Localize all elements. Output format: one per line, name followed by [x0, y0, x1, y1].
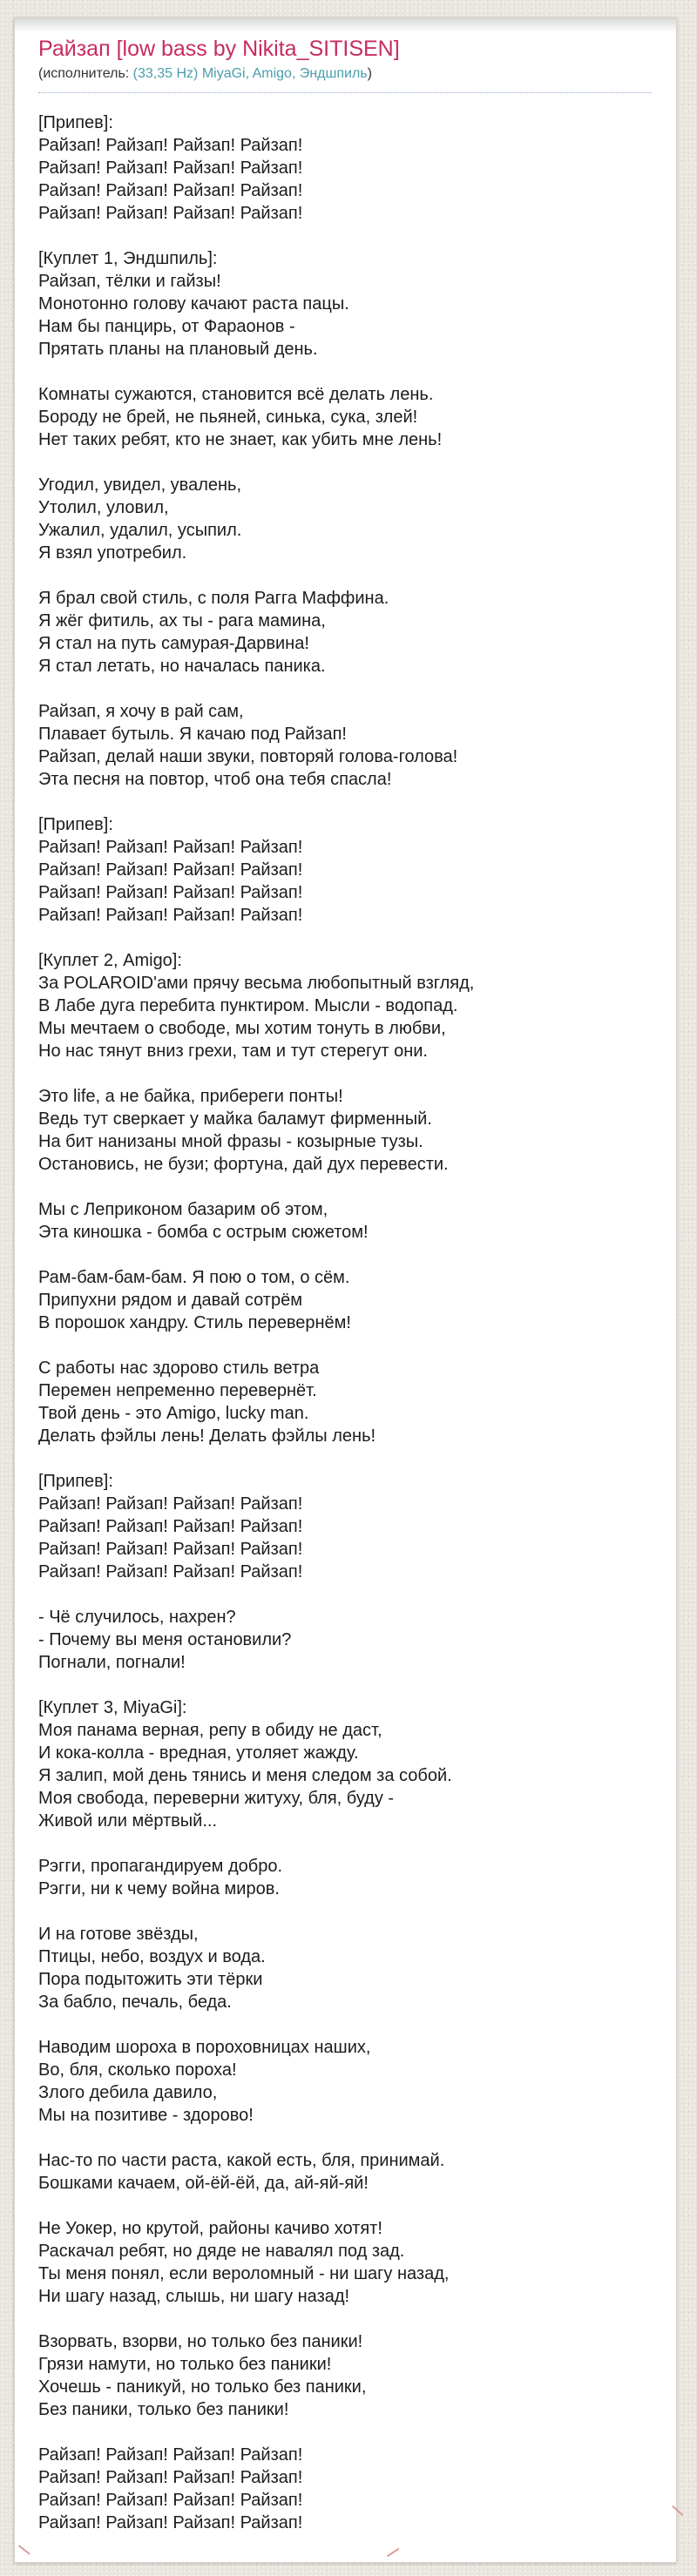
- lyrics-line: Я жёг фитиль, ах ты - рага мамина,: [38, 611, 326, 631]
- stanza: [38, 587, 652, 678]
- lyrics-line: Райзап, тёлки и гайзы!: [38, 272, 221, 291]
- lyrics-line: Перемен непременно перевернёт.: [38, 1381, 317, 1400]
- lyrics-line: Это life, а не байка, прибереги понты!: [38, 1087, 343, 1106]
- performer-suffix: ): [367, 66, 372, 81]
- lyrics-line: Райзап! Райзап! Райзап! Райзап!: [38, 181, 303, 200]
- lyrics-line: [Припев]:: [38, 1472, 113, 1491]
- lyrics-line: Райзап! Райзап! Райзап! Райзап!: [38, 204, 303, 223]
- lyrics-line: Райзап! Райзап! Райзап! Райзап!: [38, 2468, 303, 2487]
- lyrics-line: И на готове звёзды,: [38, 1925, 199, 1944]
- lyrics-line: Злого дебила давило,: [38, 2083, 218, 2102]
- lyrics-line: Райзап! Райзап! Райзап! Райзап!: [38, 1494, 303, 1514]
- lyrics-line: Но нас тянут вниз грехи, там и тут стерегут они.: [38, 1042, 428, 1061]
- lyrics-line: Без паники, только без паники!: [38, 2400, 289, 2419]
- lyrics-line: Райзап! Райзап! Райзап! Райзап!: [38, 2445, 303, 2465]
- lyrics-line: Я брал свой стиль, с поля Рагга Маффина.: [38, 589, 389, 608]
- lyrics-line: [Куплет 1, Эндшпиль]:: [38, 249, 218, 268]
- lyrics-line: Райзап! Райзап! Райзап! Райзап!: [38, 158, 303, 178]
- card-header: [15, 18, 676, 93]
- lyrics-line: Райзап! Райзап! Райзап! Райзап!: [38, 1540, 303, 1559]
- lyrics-line: Райзап, делай наши звуки, повторяй голова-голова!: [38, 747, 458, 766]
- lyrics-line: Прятать планы на плановый день.: [38, 340, 318, 359]
- lyrics-line: - Почему вы меня остановили?: [38, 1630, 292, 1649]
- stanza: [38, 2330, 652, 2421]
- lyrics-line: Рэгги, пропагандируем добро.: [38, 1857, 283, 1876]
- lyrics-line: Нет таких ребят, кто не знает, как убить мне лень!: [38, 430, 443, 449]
- lyrics: [15, 111, 676, 2534]
- stanza: [38, 2217, 652, 2308]
- lyrics-line: Рам-бам-бам-бам. Я пою о том, о сём.: [38, 1268, 350, 1287]
- lyrics-line: Райзап! Райзап! Райзап! Райзап!: [38, 860, 303, 880]
- lyrics-line: Мы мечтаем о свободе, мы хотим тонуть в любви,: [38, 1019, 446, 1038]
- lyrics-line: Я стал летать, но началась паника.: [38, 657, 326, 676]
- lyrics-line: Бошками качаем, ой-ёй-ёй, да, ай-яй-яй!: [38, 2174, 369, 2193]
- lyrics-line: Наводим шороха в пороховницах наших,: [38, 2038, 371, 2057]
- stanza: [38, 1470, 652, 1583]
- lyrics-line: Во, бля, сколько пороха!: [38, 2060, 237, 2080]
- lyrics-line: Рэгги, ни к чему война миров.: [38, 1879, 280, 1898]
- lyrics-line: Райзап! Райзап! Райзап! Райзап!: [38, 2513, 303, 2532]
- lyrics-line: Ведь тут сверкает у майка баламут фирменный.: [38, 1109, 432, 1129]
- lyrics-line: Утолил, уловил,: [38, 498, 169, 517]
- lyrics-line: [Куплет 3, MiyaGi]:: [38, 1698, 187, 1717]
- lyrics-line: Райзап! Райзап! Райзап! Райзап!: [38, 1517, 303, 1536]
- lyrics-line: Погнали, погнали!: [38, 1653, 186, 1672]
- lyrics-line: - Чё случилось, нахрен?: [38, 1608, 236, 1627]
- stanza: [38, 2149, 652, 2195]
- stanza: [38, 111, 652, 225]
- lyrics-line: Эта киношка - бомба с острым сюжетом!: [38, 1223, 369, 1242]
- stanza: [38, 247, 652, 361]
- lyrics-line: Комнаты сужаются, становится всё делать лень.: [38, 385, 434, 404]
- stanza: [38, 1923, 652, 2013]
- lyrics-line: Эта песня на повтор, чтоб она тебя спасла!: [38, 770, 392, 789]
- lyrics-line: Ни шагу назад, слышь, ни шагу назад!: [38, 2287, 350, 2306]
- lyrics-line: Ужалил, удалил, усыпил.: [38, 521, 242, 540]
- lyrics-line: Плавает бутыль. Я качаю под Райзап!: [38, 725, 347, 744]
- performer-label: (исполнитель:: [38, 66, 133, 81]
- lyrics-line: Монотонно голову качают раста пацы.: [38, 294, 349, 314]
- stanza: [38, 1357, 652, 1447]
- lyrics-line: Ты меня понял, если вероломный - ни шагу назад,: [38, 2264, 450, 2283]
- lyrics-line: Я залип, мой день тянись и меня следом за собой.: [38, 1766, 452, 1785]
- stanza: [38, 1085, 652, 1176]
- lyrics-line: Твой день - это Amigo, lucky man.: [38, 1404, 309, 1423]
- lyrics-line: На бит нанизаны мной фразы - козырные тузы.: [38, 1132, 423, 1151]
- lyrics-line: Райзап! Райзап! Райзап! Райзап!: [38, 906, 303, 925]
- stanza: [38, 474, 652, 564]
- lyrics-line: В порошок хандру. Стиль перевернём!: [38, 1313, 351, 1332]
- page-background: [0, 17, 697, 2576]
- stanza: [38, 813, 652, 927]
- performer-line: [38, 64, 652, 93]
- lyrics-line: Моя панама верная, репу в обиду не даст,: [38, 1721, 382, 1740]
- lyrics-line: И кока-колла - вредная, утоляет жажду.: [38, 1743, 359, 1763]
- lyrics-line: За бабло, печаль, беда.: [38, 1993, 232, 2012]
- stanza: [38, 1266, 652, 1334]
- lyrics-line: За POLAROID'ами прячу весьма любопытный взгляд,: [38, 974, 475, 993]
- lyrics-line: Остановись, не бузи; фортуна, дай дух перевести.: [38, 1155, 449, 1174]
- stanza: [38, 1606, 652, 1674]
- lyrics-line: Нас-то по части раста, какой есть, бля, принимай.: [38, 2151, 445, 2170]
- performers-link[interactable]: (33,35 Hz) MiyaGi, Amigo, Эндшпиль: [132, 66, 368, 81]
- stanza: [38, 383, 652, 451]
- lyrics-line: Угодил, увидел, увалень,: [38, 475, 242, 495]
- lyrics-line: Птицы, небо, воздух и вода.: [38, 1947, 266, 1966]
- lyrics-line: Хочешь - паникуй, но только без паники,: [38, 2377, 367, 2397]
- lyrics-line: Живой или мёртвый...: [38, 1811, 218, 1831]
- lyrics-line: Райзап! Райзап! Райзап! Райзап!: [38, 1562, 303, 1581]
- lyrics-line: Райзап! Райзап! Райзап! Райзап!: [38, 883, 303, 902]
- lyrics-line: Я взял употребил.: [38, 543, 187, 563]
- lyrics-line: Нам бы панцирь, от Фараонов -: [38, 317, 295, 336]
- lyrics-line: [Куплет 2, Amigo]:: [38, 951, 182, 970]
- stanza: [38, 2036, 652, 2127]
- lyrics-line: С работы нас здорово стиль ветра: [38, 1359, 320, 1378]
- lyrics-line: Мы на позитиве - здорово!: [38, 2106, 254, 2125]
- lyrics-line: [Припев]:: [38, 113, 113, 132]
- lyrics-line: Взорвать, взорви, но только без паники!: [38, 2332, 363, 2351]
- lyrics-card: [14, 17, 677, 2563]
- stanza: [38, 1855, 652, 1900]
- stanza: [38, 2444, 652, 2534]
- stanza: [38, 700, 652, 791]
- lyrics-line: [Припев]:: [38, 815, 113, 834]
- lyrics-line: Припухни рядом и давай сотрём: [38, 1291, 302, 1310]
- lyrics-line: Райзап! Райзап! Райзап! Райзап!: [38, 136, 303, 155]
- lyrics-line: Пора подытожить эти тёрки: [38, 1970, 263, 1989]
- lyrics-line: В Лабе дуга перебита пунктиром. Мысли - водопад.: [38, 996, 458, 1015]
- lyrics-line: Райзап! Райзап! Райзап! Райзап!: [38, 2491, 303, 2510]
- stanza: [38, 1198, 652, 1244]
- lyrics-line: Грязи намути, но только без паники!: [38, 2355, 332, 2374]
- lyrics-line: Делать фэйлы лень! Делать фэйлы лень!: [38, 1426, 376, 1446]
- stanza: [38, 1696, 652, 1832]
- lyrics-line: Бороду не брей, не пьяней, синька, сука, злей!: [38, 408, 418, 427]
- page-title: Райзап [low bass by Nikita_SITISEN]: [38, 37, 400, 61]
- lyrics-line: Мы с Леприконом базарим об этом,: [38, 1200, 328, 1219]
- lyrics-line: Раскачал ребят, но дяде не навалял под зад.: [38, 2242, 405, 2261]
- lyrics-line: Не Уокер, но крутой, районы качиво хотят!: [38, 2219, 382, 2238]
- lyrics-line: Моя свобода, переверни житуху, бля, буду -: [38, 1789, 395, 1808]
- lyrics-line: Я стал на путь самурая-Дарвина!: [38, 634, 309, 653]
- lyrics-line: Райзап, я хочу в рай сам,: [38, 702, 244, 721]
- lyrics-line: Райзап! Райзап! Райзап! Райзап!: [38, 838, 303, 857]
- stanza: [38, 949, 652, 1062]
